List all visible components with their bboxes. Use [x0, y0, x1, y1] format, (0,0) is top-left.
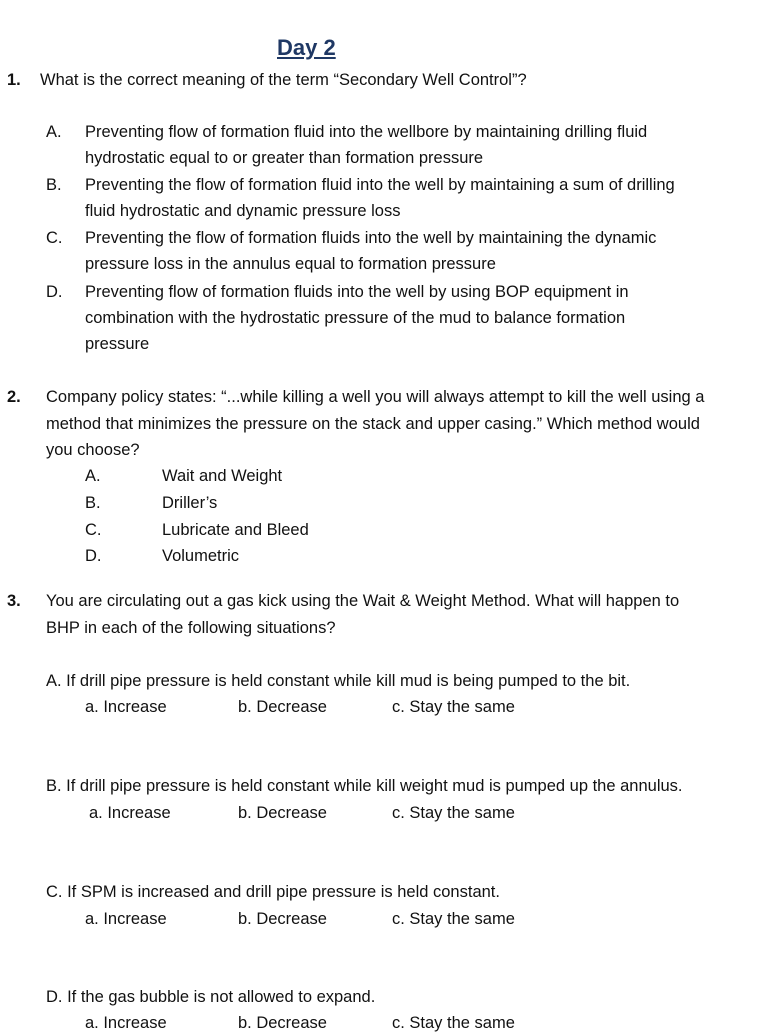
q3-part-c-choice-c: c. Stay the same — [392, 910, 515, 928]
question-3-line-2: BHP in each of the following situations? — [46, 619, 336, 637]
q1-option-c-letter: C. — [46, 229, 63, 247]
q2-option-d-letter: D. — [85, 547, 102, 565]
q3-part-d-choice-c: c. Stay the same — [392, 1014, 515, 1032]
question-3-line-1: You are circulating out a gas kick using the Wait & Weight Method. What will happen to — [46, 592, 680, 610]
q1-option-c-line-1: Preventing the flow of formation fluids into the well by maintaining the dynamic — [85, 229, 657, 247]
q3-part-c-choice-b: b. Decrease — [238, 910, 327, 928]
question-3-number: 3. — [7, 592, 21, 610]
q1-option-d-line-2: combination with the hydrostatic pressure of the mud to balance formation — [85, 309, 626, 327]
q2-option-c-letter: C. — [85, 521, 102, 539]
q2-option-b-text: Driller’s — [162, 494, 218, 512]
question-2-line-1: Company policy states: “...while killing a well you will always attempt to kill the well using a — [46, 388, 705, 406]
q2-option-c-text: Lubricate and Bleed — [162, 521, 309, 539]
q3-part-a-choice-c: c. Stay the same — [392, 698, 515, 716]
page-title: Day 2 — [277, 35, 336, 60]
q1-option-d-line-1: Preventing flow of formation fluids into the well by using BOP equipment in — [85, 283, 629, 301]
q2-option-a-text: Wait and Weight — [162, 467, 283, 485]
q3-part-a-text: A. If drill pipe pressure is held constant while kill mud is being pumped to the bit. — [46, 672, 631, 690]
question-1-number: 1. — [7, 71, 21, 89]
q3-part-b-choice-a: a. Increase — [89, 804, 171, 822]
q3-part-d-choice-b: b. Decrease — [238, 1014, 327, 1032]
question-2-line-3: you choose? — [46, 441, 140, 459]
question-2-line-2: method that minimizes the pressure on the stack and upper casing.” Which method would — [46, 415, 700, 433]
q3-part-c-choice-a: a. Increase — [85, 910, 167, 928]
q3-part-d-text: D. If the gas bubble is not allowed to expand. — [46, 988, 376, 1006]
q1-option-a-line-1: Preventing flow of formation fluid into the wellbore by maintaining drilling fluid — [85, 123, 648, 141]
q1-option-b-letter: B. — [46, 176, 62, 194]
q2-option-b-letter: B. — [85, 494, 101, 512]
q3-part-b-choice-c: c. Stay the same — [392, 804, 515, 822]
q1-option-b-line-1: Preventing the flow of formation fluid into the well by maintaining a sum of drilling — [85, 176, 675, 194]
q1-option-a-line-2: hydrostatic equal to or greater than formation pressure — [85, 149, 484, 167]
q3-part-a-choice-a: a. Increase — [85, 698, 167, 716]
q2-option-a-letter: A. — [85, 467, 101, 485]
q3-part-a-choice-b: b. Decrease — [238, 698, 327, 716]
q3-part-c-text: C. If SPM is increased and drill pipe pressure is held constant. — [46, 883, 500, 901]
question-1-text: What is the correct meaning of the term “Secondary Well Control”? — [40, 71, 527, 89]
q1-option-a-letter: A. — [46, 123, 62, 141]
q2-option-d-text: Volumetric — [162, 547, 240, 565]
q3-part-b-text: B. If drill pipe pressure is held constant while kill weight mud is pumped up the annulus. — [46, 777, 683, 795]
q1-option-b-line-2: fluid hydrostatic and dynamic pressure loss — [85, 202, 401, 220]
question-2-number: 2. — [7, 388, 21, 406]
q1-option-d-letter: D. — [46, 283, 63, 301]
q3-part-b-choice-b: b. Decrease — [238, 804, 327, 822]
q1-option-d-line-3: pressure — [85, 335, 150, 353]
q1-option-c-line-2: pressure loss in the annulus equal to formation pressure — [85, 255, 496, 273]
q3-part-d-choice-a: a. Increase — [85, 1014, 167, 1032]
